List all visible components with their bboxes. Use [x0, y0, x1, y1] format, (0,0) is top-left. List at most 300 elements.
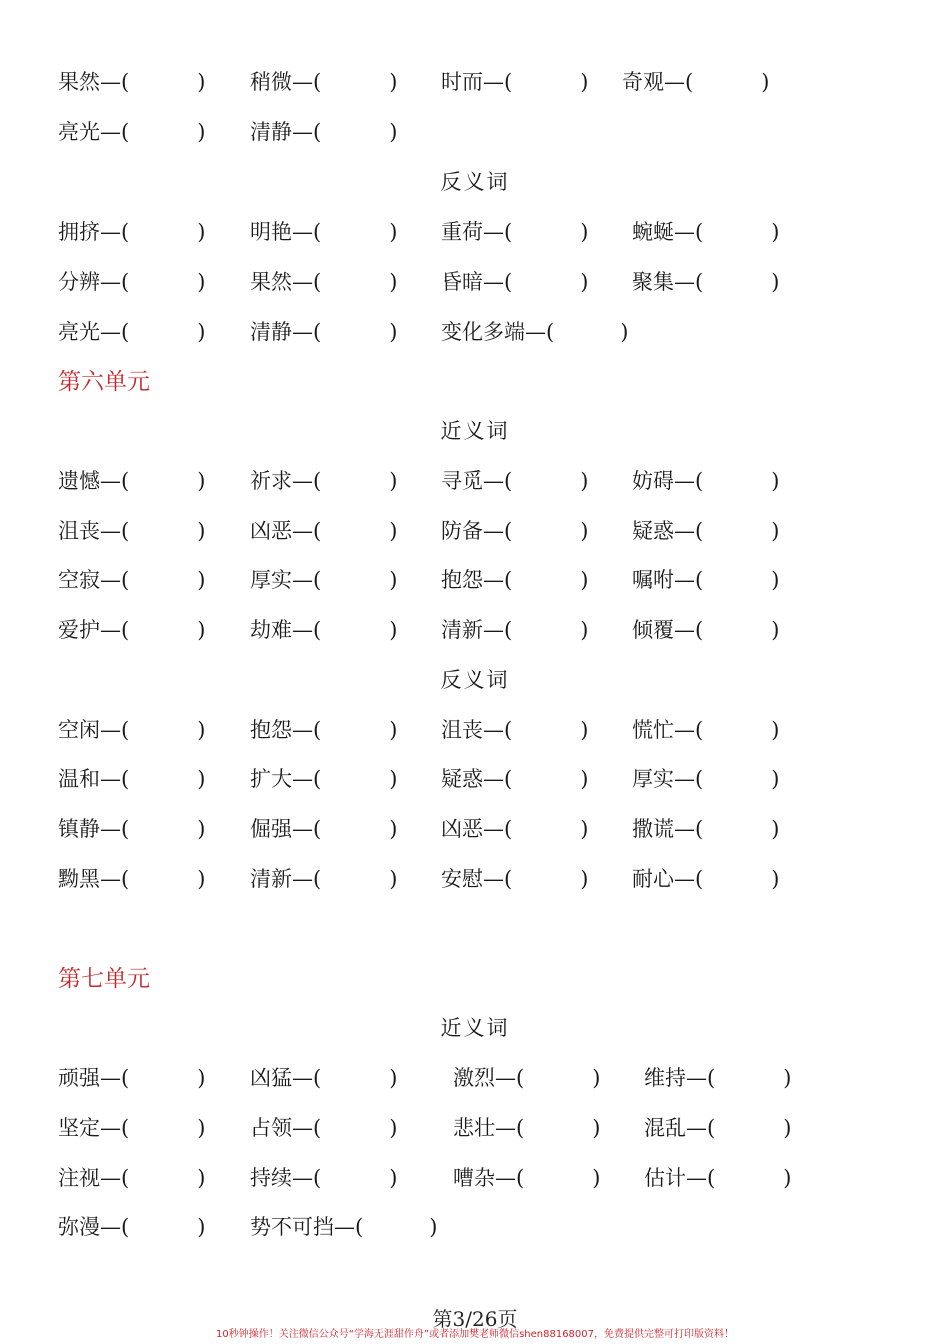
word-item [58, 1108, 205, 1148]
dash: — [100, 120, 121, 144]
dash: — [100, 867, 121, 891]
open-paren: ( [313, 120, 322, 144]
word-row [0, 859, 950, 899]
word-item [441, 759, 588, 799]
word: 耐心 [632, 867, 674, 891]
close-paren: ) [389, 70, 398, 94]
word-row [0, 62, 950, 102]
open-paren: ( [121, 817, 130, 841]
word-item [58, 262, 205, 302]
word-item [632, 212, 779, 252]
dash: — [674, 867, 695, 891]
dash: — [100, 817, 121, 841]
word: 清静 [250, 320, 292, 344]
word: 妨碍 [632, 469, 674, 493]
open-paren: ( [504, 867, 513, 891]
dash: — [674, 519, 695, 543]
word-row [0, 312, 950, 352]
dash: — [100, 718, 121, 742]
open-paren: ( [685, 70, 694, 94]
dash: — [674, 469, 695, 493]
open-paren: ( [121, 469, 130, 493]
close-paren: ) [197, 1215, 206, 1239]
close-paren: ) [771, 867, 780, 891]
word: 劫难 [250, 618, 292, 642]
word-item [58, 1158, 205, 1198]
open-paren: ( [504, 270, 513, 294]
open-paren: ( [355, 1215, 364, 1239]
word: 空寂 [58, 568, 100, 592]
dash: — [495, 1166, 516, 1190]
open-paren: ( [695, 220, 704, 244]
dash: — [483, 270, 504, 294]
word: 厚实 [632, 767, 674, 791]
dash: — [292, 469, 313, 493]
dash: — [292, 1066, 313, 1090]
word: 聚集 [632, 270, 674, 294]
word-item [250, 461, 397, 501]
dash: — [100, 220, 121, 244]
open-paren: ( [313, 1116, 322, 1140]
word-item [441, 560, 588, 600]
open-paren: ( [121, 70, 130, 94]
dash: — [483, 220, 504, 244]
word: 倾覆 [632, 618, 674, 642]
word-row [0, 1158, 950, 1198]
dash: — [100, 469, 121, 493]
open-paren: ( [313, 70, 322, 94]
word-item [250, 1108, 397, 1148]
dash: — [483, 568, 504, 592]
open-paren: ( [707, 1116, 716, 1140]
word: 注视 [58, 1166, 100, 1190]
word: 激烈 [453, 1066, 495, 1090]
word: 悲壮 [453, 1116, 495, 1140]
close-paren: ) [580, 519, 589, 543]
word-item [622, 62, 769, 102]
open-paren: ( [504, 767, 513, 791]
word-item [250, 62, 397, 102]
word-item [441, 62, 588, 102]
dash: — [100, 1066, 121, 1090]
close-paren: ) [580, 867, 589, 891]
dash: — [483, 469, 504, 493]
word-item [250, 262, 397, 302]
dash: — [100, 1116, 121, 1140]
close-paren: ) [771, 817, 780, 841]
close-paren: ) [771, 718, 780, 742]
word-item [58, 1207, 205, 1247]
close-paren: ) [197, 1066, 206, 1090]
dash: — [483, 519, 504, 543]
dash: — [292, 618, 313, 642]
word: 沮丧 [441, 718, 483, 742]
open-paren: ( [313, 1066, 322, 1090]
open-paren: ( [313, 767, 322, 791]
close-paren: ) [197, 817, 206, 841]
word: 亮光 [58, 120, 100, 144]
word: 占领 [250, 1116, 292, 1140]
word: 爱护 [58, 618, 100, 642]
close-paren: ) [783, 1116, 792, 1140]
word: 镇静 [58, 817, 100, 841]
close-paren: ) [197, 469, 206, 493]
word: 清静 [250, 120, 292, 144]
open-paren: ( [121, 270, 130, 294]
close-paren: ) [389, 1116, 398, 1140]
dash: — [483, 618, 504, 642]
word-item [58, 1058, 205, 1098]
close-paren: ) [580, 618, 589, 642]
word: 清新 [441, 618, 483, 642]
word: 拥挤 [58, 220, 100, 244]
open-paren: ( [504, 568, 513, 592]
open-paren: ( [313, 817, 322, 841]
word: 安慰 [441, 867, 483, 891]
word: 凶恶 [250, 519, 292, 543]
dash: — [292, 767, 313, 791]
word-item [453, 1108, 600, 1148]
dash: — [100, 320, 121, 344]
open-paren: ( [313, 618, 322, 642]
dash: — [674, 568, 695, 592]
dash: — [674, 220, 695, 244]
word: 果然 [58, 70, 100, 94]
word-item [58, 710, 205, 750]
close-paren: ) [771, 220, 780, 244]
dash: — [100, 618, 121, 642]
open-paren: ( [516, 1066, 525, 1090]
close-paren: ) [592, 1066, 601, 1090]
word: 估计 [644, 1166, 686, 1190]
word: 凶猛 [250, 1066, 292, 1090]
close-paren: ) [771, 568, 780, 592]
dash: — [292, 1116, 313, 1140]
open-paren: ( [313, 519, 322, 543]
open-paren: ( [504, 817, 513, 841]
dash: — [483, 817, 504, 841]
word: 稍微 [250, 70, 292, 94]
word-item [58, 62, 205, 102]
close-paren: ) [771, 767, 780, 791]
close-paren: ) [197, 70, 206, 94]
open-paren: ( [313, 1166, 322, 1190]
dash: — [674, 718, 695, 742]
open-paren: ( [121, 568, 130, 592]
open-paren: ( [516, 1166, 525, 1190]
word-row [0, 1207, 950, 1247]
word: 温和 [58, 767, 100, 791]
close-paren: ) [389, 718, 398, 742]
word: 厚实 [250, 568, 292, 592]
unit-title: 第六单元 [58, 369, 150, 395]
dash: — [292, 718, 313, 742]
dash: — [495, 1116, 516, 1140]
open-paren: ( [121, 1116, 130, 1140]
close-paren: ) [197, 618, 206, 642]
word-item [58, 859, 205, 899]
dash: — [483, 867, 504, 891]
open-paren: ( [695, 568, 704, 592]
open-paren: ( [695, 867, 704, 891]
dash: — [292, 320, 313, 344]
word-item [58, 112, 205, 152]
word-item [632, 859, 779, 899]
unit-title: 第七单元 [58, 966, 150, 992]
close-paren: ) [771, 270, 780, 294]
close-paren: ) [580, 270, 589, 294]
close-paren: ) [592, 1116, 601, 1140]
word-row [0, 560, 950, 600]
word-item [453, 1158, 600, 1198]
dash: — [483, 767, 504, 791]
word-item [441, 710, 588, 750]
word: 嘈杂 [453, 1166, 495, 1190]
dash: — [674, 767, 695, 791]
word-item [58, 759, 205, 799]
open-paren: ( [313, 270, 322, 294]
word: 凶恶 [441, 817, 483, 841]
dash: — [292, 70, 313, 94]
open-paren: ( [504, 220, 513, 244]
open-paren: ( [313, 718, 322, 742]
open-paren: ( [504, 618, 513, 642]
word-item [250, 610, 397, 650]
close-paren: ) [197, 1166, 206, 1190]
dash: — [100, 767, 121, 791]
word-item [250, 1207, 437, 1247]
dash: — [495, 1066, 516, 1090]
dash: — [686, 1066, 707, 1090]
close-paren: ) [592, 1166, 601, 1190]
dash: — [292, 220, 313, 244]
word: 明艳 [250, 220, 292, 244]
dash: — [100, 270, 121, 294]
dash: — [292, 519, 313, 543]
word: 疑惑 [632, 519, 674, 543]
word-item [58, 610, 205, 650]
open-paren: ( [313, 220, 322, 244]
open-paren: ( [121, 320, 130, 344]
open-paren: ( [504, 469, 513, 493]
close-paren: ) [771, 519, 780, 543]
word-item [441, 461, 588, 501]
close-paren: ) [197, 519, 206, 543]
close-paren: ) [389, 568, 398, 592]
close-paren: ) [197, 867, 206, 891]
word: 亮光 [58, 320, 100, 344]
open-paren: ( [695, 618, 704, 642]
close-paren: ) [389, 867, 398, 891]
close-paren: ) [580, 568, 589, 592]
word: 坚定 [58, 1116, 100, 1140]
open-paren: ( [121, 1066, 130, 1090]
open-paren: ( [121, 618, 130, 642]
word-row [0, 511, 950, 551]
word: 倔强 [250, 817, 292, 841]
open-paren: ( [121, 867, 130, 891]
word-item [632, 461, 779, 501]
word-item [58, 312, 205, 352]
word-item [441, 312, 628, 352]
close-paren: ) [197, 270, 206, 294]
dash: — [100, 1215, 121, 1239]
word: 分辨 [58, 270, 100, 294]
word-row [0, 710, 950, 750]
close-paren: ) [761, 70, 770, 94]
word: 果然 [250, 270, 292, 294]
word: 抱怨 [250, 718, 292, 742]
word-item [250, 212, 397, 252]
word-row [0, 1108, 950, 1148]
word-item [632, 710, 779, 750]
word-item [441, 511, 588, 551]
word: 持续 [250, 1166, 292, 1190]
close-paren: ) [771, 469, 780, 493]
close-paren: ) [580, 718, 589, 742]
word-item [632, 610, 779, 650]
word: 扩大 [250, 767, 292, 791]
close-paren: ) [197, 767, 206, 791]
close-paren: ) [389, 618, 398, 642]
section-heading-synonyms: 近义词 [440, 419, 510, 443]
open-paren: ( [695, 469, 704, 493]
close-paren: ) [389, 1066, 398, 1090]
word: 寻觅 [441, 469, 483, 493]
word: 维持 [644, 1066, 686, 1090]
dash: — [686, 1116, 707, 1140]
open-paren: ( [504, 718, 513, 742]
word-row [0, 809, 950, 849]
open-paren: ( [313, 469, 322, 493]
word-item [441, 809, 588, 849]
close-paren: ) [197, 220, 206, 244]
close-paren: ) [389, 320, 398, 344]
word: 昏暗 [441, 270, 483, 294]
open-paren: ( [546, 320, 555, 344]
close-paren: ) [783, 1166, 792, 1190]
word-item [58, 511, 205, 551]
word-item [644, 1158, 791, 1198]
word-item [632, 262, 779, 302]
open-paren: ( [504, 70, 513, 94]
word: 黝黑 [58, 867, 100, 891]
open-paren: ( [121, 767, 130, 791]
dash: — [292, 817, 313, 841]
dash: — [100, 519, 121, 543]
dash: — [483, 718, 504, 742]
word-row [0, 610, 950, 650]
word: 防备 [441, 519, 483, 543]
dash: — [686, 1166, 707, 1190]
word: 时而 [441, 70, 483, 94]
word-row [0, 461, 950, 501]
section-heading-antonyms: 反义词 [440, 170, 510, 194]
open-paren: ( [707, 1066, 716, 1090]
word: 顽强 [58, 1066, 100, 1090]
word: 遗憾 [58, 469, 100, 493]
close-paren: ) [580, 817, 589, 841]
close-paren: ) [389, 1166, 398, 1190]
word: 混乱 [644, 1116, 686, 1140]
close-paren: ) [389, 270, 398, 294]
close-paren: ) [580, 220, 589, 244]
word-item [250, 560, 397, 600]
word-row [0, 112, 950, 152]
word: 疑惑 [441, 767, 483, 791]
open-paren: ( [121, 120, 130, 144]
word-item [250, 809, 397, 849]
close-paren: ) [389, 469, 398, 493]
open-paren: ( [695, 519, 704, 543]
word-item [250, 859, 397, 899]
open-paren: ( [516, 1116, 525, 1140]
close-paren: ) [389, 519, 398, 543]
word-item [250, 1158, 397, 1198]
dash: — [674, 618, 695, 642]
word: 清新 [250, 867, 292, 891]
close-paren: ) [620, 320, 629, 344]
close-paren: ) [580, 767, 589, 791]
word-item [441, 262, 588, 302]
dash: — [100, 70, 121, 94]
page-number: 第3/26页 [432, 1307, 518, 1331]
close-paren: ) [771, 618, 780, 642]
close-paren: ) [197, 320, 206, 344]
word: 蜿蜒 [632, 220, 674, 244]
word: 嘱咐 [632, 568, 674, 592]
dash: — [292, 867, 313, 891]
word-item [644, 1058, 791, 1098]
open-paren: ( [695, 270, 704, 294]
word-item [441, 610, 588, 650]
word-item [441, 859, 588, 899]
open-paren: ( [121, 519, 130, 543]
word-row [0, 262, 950, 302]
word-item [250, 759, 397, 799]
open-paren: ( [121, 718, 130, 742]
word: 抱怨 [441, 568, 483, 592]
word-item [58, 212, 205, 252]
dash: — [525, 320, 546, 344]
open-paren: ( [695, 767, 704, 791]
dash: — [483, 70, 504, 94]
word-item [58, 560, 205, 600]
word-row [0, 212, 950, 252]
word-item [453, 1058, 600, 1098]
open-paren: ( [121, 1166, 130, 1190]
close-paren: ) [389, 767, 398, 791]
dash: — [674, 817, 695, 841]
word: 变化多端 [441, 320, 525, 344]
close-paren: ) [197, 120, 206, 144]
word: 慌忙 [632, 718, 674, 742]
dash: — [292, 568, 313, 592]
word-item [250, 112, 397, 152]
section-heading-synonyms: 近义词 [440, 1016, 510, 1040]
open-paren: ( [313, 320, 322, 344]
word: 势不可挡 [250, 1215, 334, 1239]
dash: — [292, 120, 313, 144]
close-paren: ) [389, 817, 398, 841]
word-item [58, 809, 205, 849]
word-row [0, 759, 950, 799]
word-item [250, 312, 397, 352]
word: 弥漫 [58, 1215, 100, 1239]
word: 撒谎 [632, 817, 674, 841]
close-paren: ) [197, 1116, 206, 1140]
close-paren: ) [197, 568, 206, 592]
